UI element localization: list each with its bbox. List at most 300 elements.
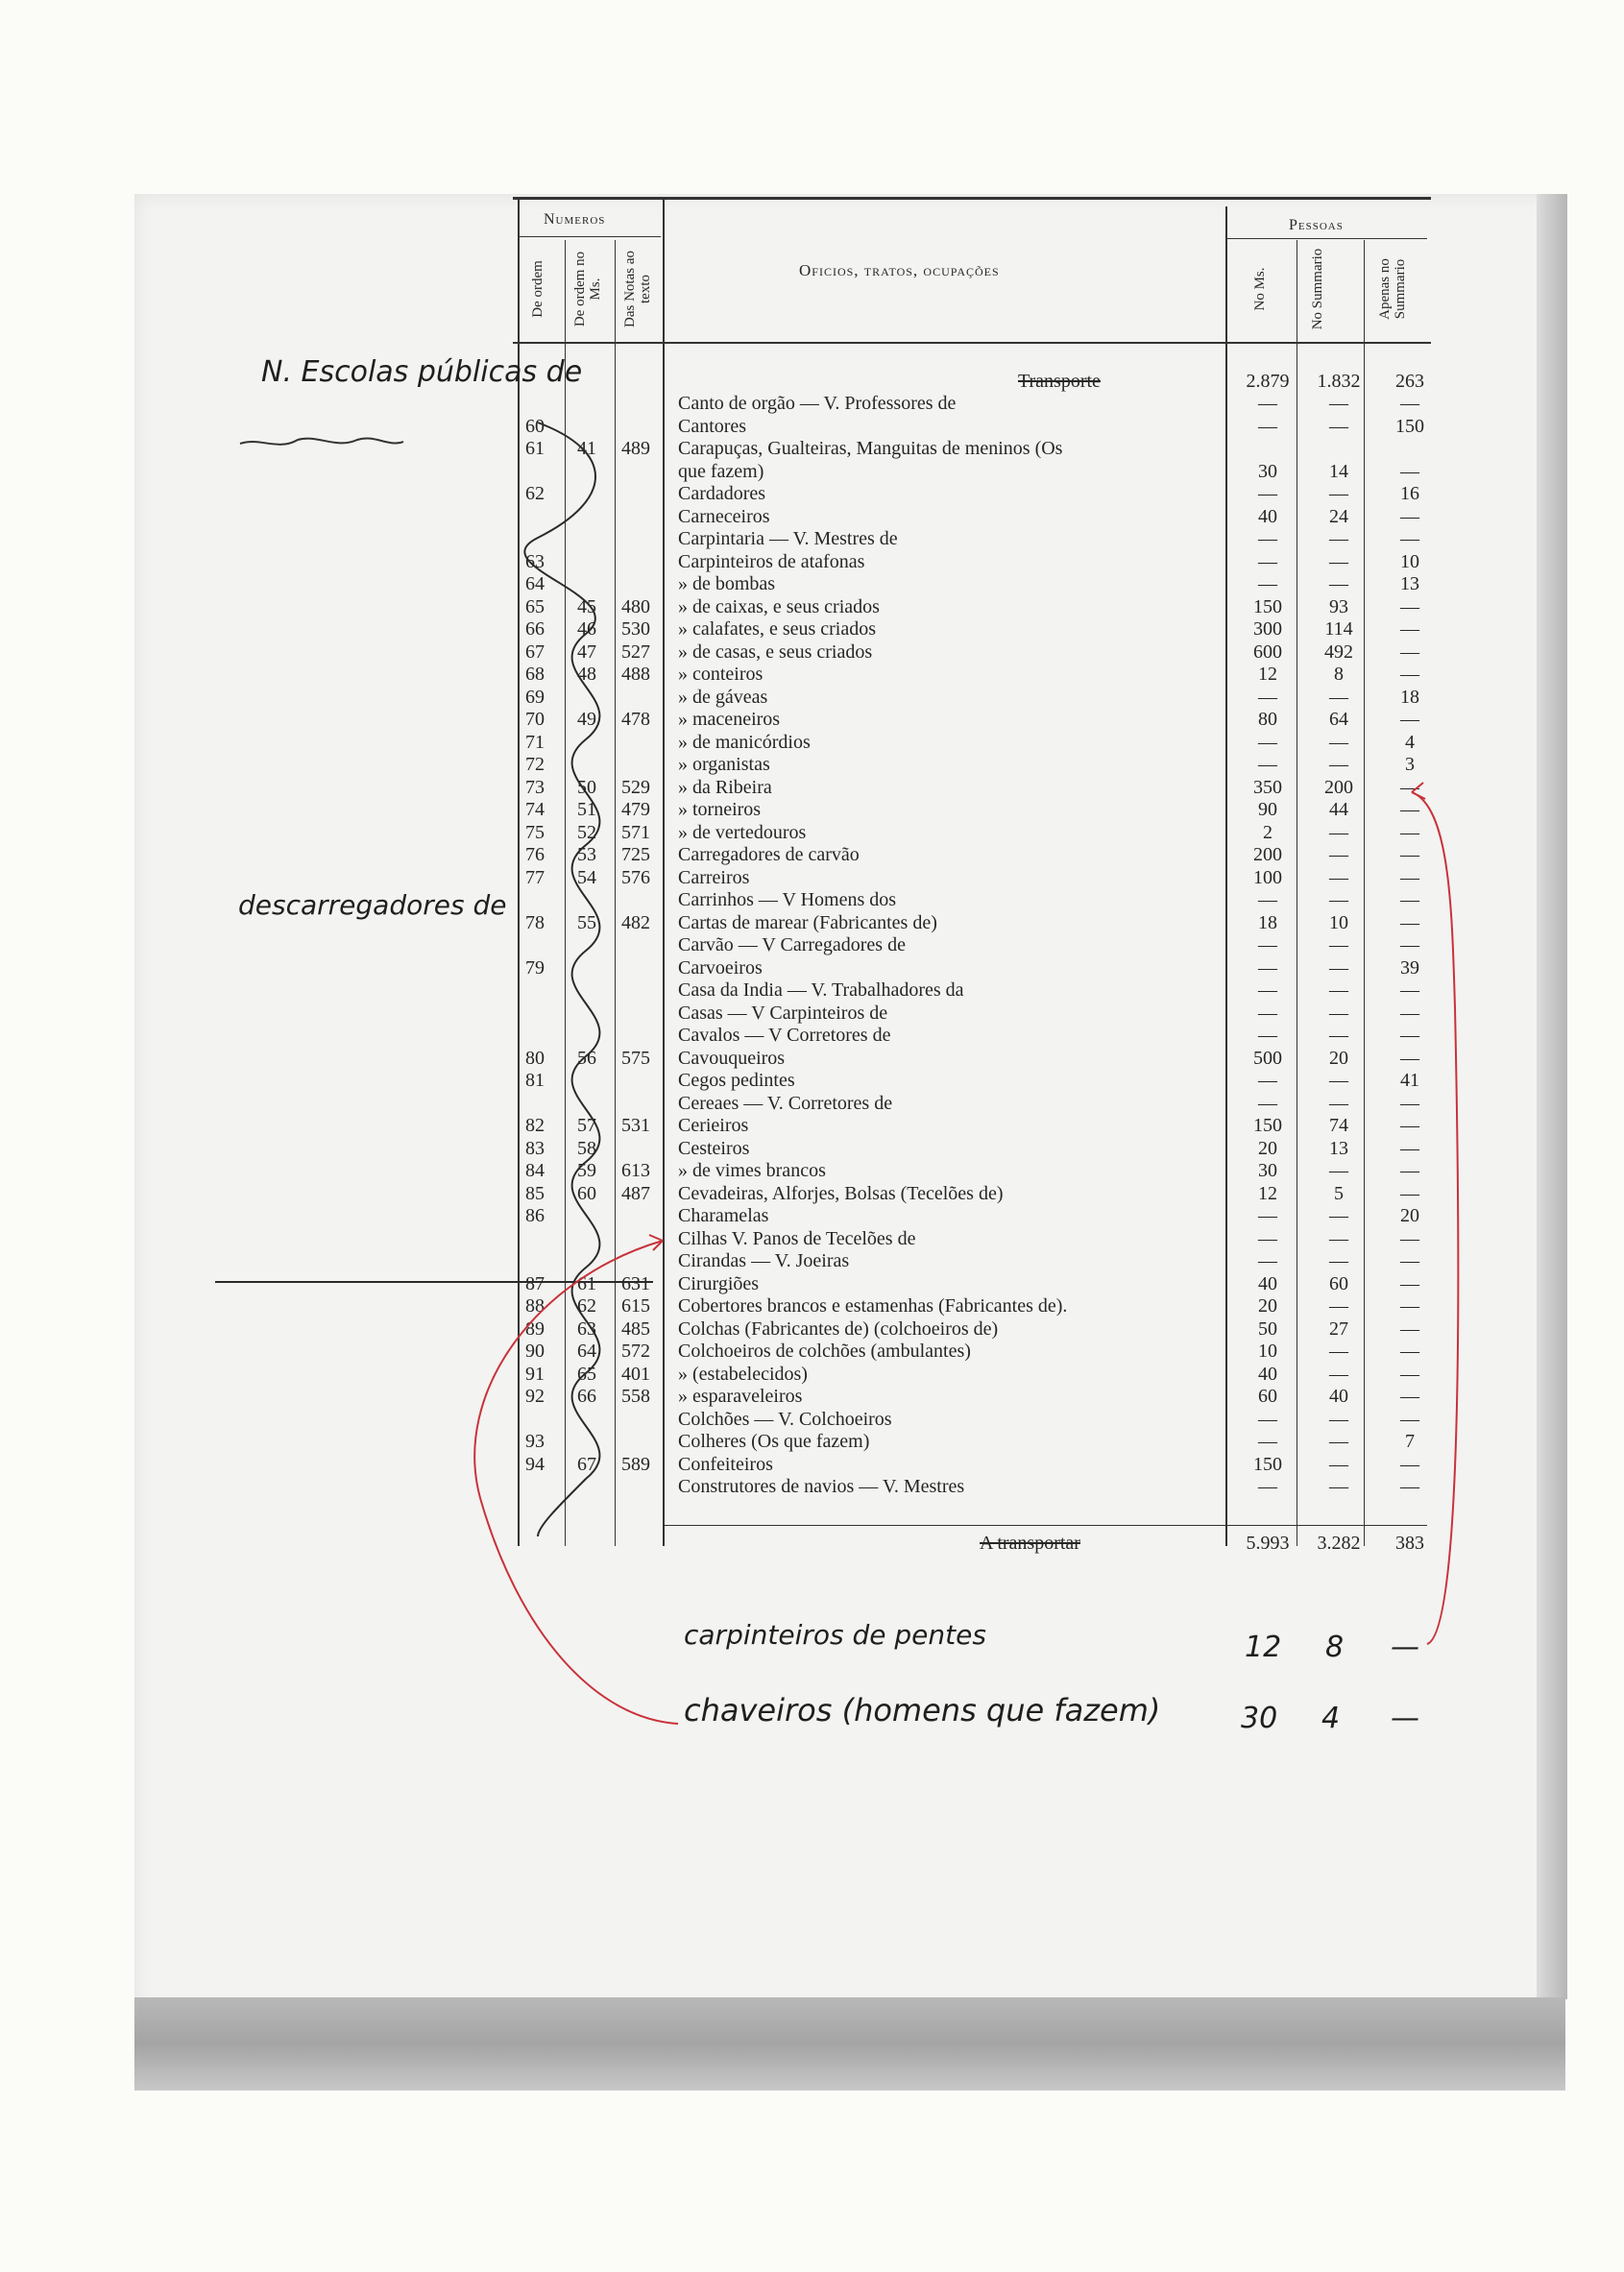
row-no-summario: 20 bbox=[1329, 1047, 1348, 1069]
row-occupation: Colchas (Fabricantes de) (colchoeiros de) bbox=[678, 1317, 999, 1340]
row-no-summario: — bbox=[1329, 754, 1348, 775]
row-no-summario: 10 bbox=[1329, 911, 1348, 933]
table-row bbox=[519, 1250, 1421, 1272]
table-row bbox=[519, 641, 1421, 664]
row-ordem: 71 bbox=[525, 731, 545, 753]
row-ordem: 79 bbox=[525, 956, 545, 979]
row-nota: 480 bbox=[621, 595, 650, 617]
row-no-ms: — bbox=[1258, 573, 1277, 594]
row-no-summario: 5 bbox=[1334, 1182, 1344, 1204]
margin-note-descarregadores: descarregadores de bbox=[238, 889, 507, 921]
row-apenas-summario: — bbox=[1400, 1363, 1419, 1385]
row-ordem: 74 bbox=[525, 799, 545, 820]
row-no-summario: 64 bbox=[1329, 709, 1348, 730]
added-entry-1-name: carpinteiros de pentes bbox=[684, 1619, 986, 1651]
row-apenas-summario: — bbox=[1400, 821, 1419, 843]
table-row bbox=[519, 867, 1421, 889]
transporte-top-label: Transporte bbox=[1018, 371, 1101, 392]
row-apenas-summario: 10 bbox=[1400, 550, 1419, 572]
row-no-ms: 350 bbox=[1253, 776, 1282, 798]
row-ordem-ms: 50 bbox=[577, 776, 596, 798]
row-apenas-summario: 41 bbox=[1400, 1070, 1419, 1091]
row-occupation: Confeiteiros bbox=[678, 1453, 773, 1475]
table-row bbox=[519, 979, 1421, 1002]
row-occupation: » maceneiros bbox=[678, 709, 781, 730]
table-row bbox=[519, 1003, 1421, 1025]
row-occupation: Casas — V Carpinteiros de bbox=[678, 1002, 888, 1024]
row-no-ms: 50 bbox=[1258, 1317, 1277, 1340]
row-no-ms: — bbox=[1258, 889, 1277, 910]
row-no-summario: — bbox=[1329, 956, 1348, 979]
row-ordem-ms: 45 bbox=[577, 595, 596, 617]
table-row bbox=[519, 732, 1421, 754]
row-no-ms: 150 bbox=[1253, 1453, 1282, 1475]
row-no-summario: — bbox=[1329, 686, 1348, 708]
row-ordem-ms: 46 bbox=[577, 618, 596, 640]
row-no-summario: — bbox=[1329, 1070, 1348, 1091]
row-occupation: Construtores de navios — V. Mestres bbox=[678, 1476, 965, 1497]
added-entry-1-p2: 8 bbox=[1325, 1631, 1345, 1664]
row-no-ms: — bbox=[1258, 1002, 1277, 1024]
row-occupation: » de casas, e seus criados bbox=[678, 641, 873, 663]
row-no-ms: — bbox=[1258, 1025, 1277, 1046]
row-no-summario: 492 bbox=[1324, 641, 1353, 663]
row-apenas-summario: 3 bbox=[1405, 754, 1415, 775]
col-no-summario-header: No Summario bbox=[1310, 248, 1325, 330]
table-row bbox=[519, 889, 1421, 911]
row-ordem-ms: 60 bbox=[577, 1182, 596, 1204]
row-ordem: 82 bbox=[525, 1115, 545, 1136]
transporte-top-row bbox=[519, 371, 1424, 393]
row-no-summario: — bbox=[1329, 1250, 1348, 1271]
row-occupation: Carrinhos — V Homens dos bbox=[678, 889, 897, 910]
row-no-summario: — bbox=[1329, 1408, 1348, 1430]
row-occupation: » esparaveleiros bbox=[678, 1386, 803, 1407]
row-occupation: Carapuças, Gualteiras, Manguitas de meninos (Os bbox=[678, 438, 1063, 459]
row-apenas-summario: — bbox=[1400, 1453, 1419, 1475]
row-no-ms: — bbox=[1258, 393, 1277, 414]
row-no-summario: — bbox=[1329, 844, 1348, 865]
table-row bbox=[519, 822, 1421, 844]
row-no-summario: — bbox=[1329, 821, 1348, 843]
sheet-bottom-shadow bbox=[134, 1997, 1565, 2091]
col-no-ms-header: No Ms. bbox=[1252, 267, 1268, 311]
row-apenas-summario: 150 bbox=[1395, 415, 1424, 437]
row-apenas-summario: — bbox=[1400, 1227, 1419, 1249]
row-no-ms: 150 bbox=[1253, 595, 1282, 617]
row-apenas-summario: — bbox=[1400, 1386, 1419, 1407]
row-no-ms: — bbox=[1258, 528, 1277, 549]
row-nota: 576 bbox=[621, 866, 650, 888]
row-no-summario: — bbox=[1329, 528, 1348, 549]
row-apenas-summario: — bbox=[1400, 664, 1419, 685]
row-no-ms: — bbox=[1258, 1476, 1277, 1497]
transporte-top-p3: 263 bbox=[1395, 371, 1424, 392]
table-row bbox=[519, 1048, 1421, 1070]
row-occupation: Cantores bbox=[678, 415, 747, 437]
added-entry-2-p1: 30 bbox=[1241, 1702, 1278, 1735]
row-nota: 589 bbox=[621, 1453, 650, 1475]
row-no-ms: — bbox=[1258, 1408, 1277, 1430]
row-no-summario: 24 bbox=[1329, 505, 1348, 527]
row-no-summario: — bbox=[1329, 1476, 1348, 1497]
added-entry-2-name: chaveiros (homens que fazem) bbox=[684, 1692, 1161, 1728]
numeros-underline bbox=[519, 236, 661, 237]
table-row bbox=[519, 799, 1421, 821]
margin-note-escolas: N. Escolas públicas de bbox=[261, 355, 583, 389]
row-ordem-ms: 58 bbox=[577, 1137, 596, 1159]
table-row bbox=[519, 664, 1421, 686]
row-no-ms: 150 bbox=[1253, 1115, 1282, 1136]
row-ordem: 60 bbox=[525, 415, 545, 437]
row-no-summario: — bbox=[1329, 1092, 1348, 1114]
row-ordem: 78 bbox=[525, 911, 545, 933]
row-no-summario: — bbox=[1329, 1363, 1348, 1385]
row-no-ms: 200 bbox=[1253, 844, 1282, 865]
row-no-ms: — bbox=[1258, 934, 1277, 955]
row-no-summario: 14 bbox=[1329, 460, 1348, 482]
table-row bbox=[519, 1341, 1421, 1363]
row-no-ms: 20 bbox=[1258, 1295, 1277, 1317]
row-occupation: Cevadeiras, Alforjes, Bolsas (Tecelões de) bbox=[678, 1182, 1004, 1204]
row-occupation: » calafates, e seus criados bbox=[678, 618, 877, 640]
row-occupation: Colchões — V. Colchoeiros bbox=[678, 1408, 892, 1430]
row-nota: 575 bbox=[621, 1047, 650, 1069]
table-row bbox=[519, 1138, 1421, 1160]
col-de-ordem-header: De ordem bbox=[530, 260, 545, 318]
row-no-summario: — bbox=[1329, 1453, 1348, 1475]
table-row bbox=[519, 1205, 1421, 1227]
row-ordem: 85 bbox=[525, 1182, 545, 1204]
row-no-ms: — bbox=[1258, 1227, 1277, 1249]
row-occupation: » de bombas bbox=[678, 573, 776, 594]
row-no-ms: 30 bbox=[1258, 460, 1277, 482]
table-row bbox=[519, 1183, 1421, 1205]
row-no-ms: 90 bbox=[1258, 799, 1277, 820]
row-no-summario: 13 bbox=[1329, 1137, 1348, 1159]
row-ordem-ms: 52 bbox=[577, 821, 596, 843]
row-nota: 530 bbox=[621, 618, 650, 640]
row-occupation: Charamelas bbox=[678, 1205, 769, 1226]
row-no-summario: 200 bbox=[1324, 776, 1353, 798]
row-occupation: » de manicórdios bbox=[678, 731, 811, 753]
row-no-ms: — bbox=[1258, 979, 1277, 1001]
table-row bbox=[519, 393, 1421, 415]
row-ordem-ms: 48 bbox=[577, 664, 596, 685]
header-bottom-rule bbox=[513, 342, 1431, 344]
row-nota: 572 bbox=[621, 1341, 650, 1362]
row-ordem: 75 bbox=[525, 821, 545, 843]
row-ordem-ms: 67 bbox=[577, 1453, 596, 1475]
table-row bbox=[519, 1318, 1421, 1341]
transporte-top-p1: 2.879 bbox=[1246, 371, 1290, 392]
row-no-summario: — bbox=[1329, 1341, 1348, 1362]
table-row bbox=[519, 1115, 1421, 1137]
row-ordem: 89 bbox=[525, 1317, 545, 1340]
row-no-ms: 18 bbox=[1258, 911, 1277, 933]
added-entry-2-p2: 4 bbox=[1321, 1702, 1341, 1735]
row-apenas-summario: — bbox=[1400, 1092, 1419, 1114]
row-occupation: Cavouqueiros bbox=[678, 1047, 786, 1069]
table-row bbox=[519, 1295, 1421, 1317]
row-ordem-ms: 51 bbox=[577, 799, 596, 820]
row-apenas-summario: 7 bbox=[1405, 1431, 1415, 1452]
row-occupation: Cegos pedintes bbox=[678, 1070, 795, 1091]
row-no-summario: 93 bbox=[1329, 595, 1348, 617]
row-no-ms: 80 bbox=[1258, 709, 1277, 730]
row-no-summario: — bbox=[1329, 415, 1348, 437]
row-apenas-summario: — bbox=[1400, 1160, 1419, 1181]
table-row bbox=[519, 709, 1421, 731]
table-row bbox=[519, 1409, 1421, 1431]
row-apenas-summario: — bbox=[1400, 889, 1419, 910]
col-de-ordem-ms-header: De ordem no Ms. bbox=[572, 251, 603, 327]
footer-rule bbox=[663, 1525, 1427, 1526]
row-no-ms: 2 bbox=[1263, 821, 1273, 843]
row-no-ms: 40 bbox=[1258, 505, 1277, 527]
row-apenas-summario: — bbox=[1400, 844, 1419, 865]
row-ordem: 80 bbox=[525, 1047, 545, 1069]
row-occupation: » de vertedouros bbox=[678, 821, 807, 843]
row-occupation: Carvão — V Carregadores de bbox=[678, 934, 906, 955]
row-no-summario: 114 bbox=[1324, 618, 1353, 640]
table-row bbox=[519, 483, 1421, 505]
row-apenas-summario: — bbox=[1400, 1115, 1419, 1136]
row-ordem: 66 bbox=[525, 618, 545, 640]
row-occupation: Cartas de marear (Fabricantes de) bbox=[678, 911, 937, 933]
row-occupation: Cilhas V. Panos de Tecelões de bbox=[678, 1227, 916, 1249]
row-apenas-summario: — bbox=[1400, 979, 1419, 1001]
row-ordem: 77 bbox=[525, 866, 545, 888]
row-apenas-summario: 18 bbox=[1400, 686, 1419, 708]
row-ordem: 73 bbox=[525, 776, 545, 798]
row-ordem-ms: 57 bbox=[577, 1115, 596, 1136]
table-row bbox=[519, 1273, 1421, 1295]
row-no-summario: — bbox=[1329, 731, 1348, 753]
row-apenas-summario: — bbox=[1400, 934, 1419, 955]
row-ordem-ms: 49 bbox=[577, 709, 596, 730]
row-no-summario: — bbox=[1329, 1227, 1348, 1249]
row-no-summario: 44 bbox=[1329, 799, 1348, 820]
row-occupation: » organistas bbox=[678, 754, 770, 775]
table-row bbox=[519, 551, 1421, 573]
row-no-ms: 12 bbox=[1258, 664, 1277, 685]
row-ordem: 69 bbox=[525, 686, 545, 708]
row-occupation: Cirurgiões bbox=[678, 1272, 760, 1294]
added-entry-2-p3: — bbox=[1391, 1702, 1419, 1735]
row-apenas-summario: — bbox=[1400, 505, 1419, 527]
row-ordem-ms: 56 bbox=[577, 1047, 596, 1069]
row-apenas-summario: — bbox=[1400, 1002, 1419, 1024]
row-occupation: Canto de orgão — V. Professores de bbox=[678, 393, 957, 414]
row-ordem: 64 bbox=[525, 573, 545, 594]
row-no-summario: 8 bbox=[1334, 664, 1344, 685]
row-apenas-summario: — bbox=[1400, 618, 1419, 640]
row-apenas-summario: — bbox=[1400, 641, 1419, 663]
oficios-header: Oficios, tratos, ocupações bbox=[799, 261, 1000, 279]
row-no-ms: — bbox=[1258, 1070, 1277, 1091]
row-nota: 485 bbox=[621, 1317, 650, 1340]
pessoas-header: Pessoas bbox=[1289, 217, 1344, 233]
row-no-ms: — bbox=[1258, 1250, 1277, 1271]
sheet-right-shadow bbox=[1537, 194, 1567, 1999]
row-ordem: 91 bbox=[525, 1363, 545, 1385]
transporte-bottom-p3: 383 bbox=[1395, 1533, 1424, 1554]
row-apenas-summario: — bbox=[1400, 460, 1419, 482]
row-nota: 725 bbox=[621, 844, 650, 865]
row-ordem: 61 bbox=[525, 438, 545, 459]
row-ordem: 83 bbox=[525, 1137, 545, 1159]
row-no-summario: — bbox=[1329, 483, 1348, 504]
row-occupation: Cirandas — V. Joeiras bbox=[678, 1250, 850, 1271]
row-ordem: 70 bbox=[525, 709, 545, 730]
pessoas-underline bbox=[1225, 238, 1427, 239]
row-occupation: Casa da India — V. Trabalhadores da bbox=[678, 979, 964, 1001]
row-apenas-summario: — bbox=[1400, 1137, 1419, 1159]
row-apenas-summario: 13 bbox=[1400, 573, 1419, 594]
transporte-top-p2: 1.832 bbox=[1317, 371, 1361, 392]
row-occupation: Cesteiros bbox=[678, 1137, 750, 1159]
row-no-summario: — bbox=[1329, 889, 1348, 910]
row-occupation: » de caixas, e seus criados bbox=[678, 595, 880, 617]
row-no-ms: — bbox=[1258, 1205, 1277, 1226]
transporte-bottom-row bbox=[519, 1533, 1424, 1555]
row-nota: 489 bbox=[621, 438, 650, 459]
table-row bbox=[519, 438, 1421, 460]
row-nota: 613 bbox=[621, 1160, 650, 1181]
row-ordem-ms: 63 bbox=[577, 1317, 596, 1340]
row-no-summario: — bbox=[1329, 1295, 1348, 1317]
row-apenas-summario: 4 bbox=[1405, 731, 1415, 753]
row-no-summario: — bbox=[1329, 393, 1348, 414]
row-nota: 401 bbox=[621, 1363, 650, 1385]
row-apenas-summario: — bbox=[1400, 528, 1419, 549]
row-no-ms: 600 bbox=[1253, 641, 1282, 663]
row-apenas-summario: — bbox=[1400, 1295, 1419, 1317]
row-nota: 558 bbox=[621, 1386, 650, 1407]
row-ordem-ms: 47 bbox=[577, 641, 596, 663]
row-no-summario: 74 bbox=[1329, 1115, 1348, 1136]
row-no-ms: 12 bbox=[1258, 1182, 1277, 1204]
table-row bbox=[519, 1386, 1421, 1408]
row-nota: 529 bbox=[621, 776, 650, 798]
table-row bbox=[519, 687, 1421, 709]
row-no-ms: 40 bbox=[1258, 1363, 1277, 1385]
row-apenas-summario: — bbox=[1400, 911, 1419, 933]
row-ordem-ms: 54 bbox=[577, 866, 596, 888]
row-ordem-ms: 55 bbox=[577, 911, 596, 933]
table-row bbox=[519, 1228, 1421, 1250]
row-apenas-summario: 20 bbox=[1400, 1205, 1419, 1226]
row-occupation: Carvoeiros bbox=[678, 956, 763, 979]
table-row bbox=[519, 618, 1421, 641]
row-ordem: 87 bbox=[525, 1272, 545, 1294]
transporte-bottom-label: A transportar bbox=[980, 1533, 1080, 1554]
col-notas-header: Das Notas ao texto bbox=[622, 251, 653, 327]
row-no-summario: — bbox=[1329, 550, 1348, 572]
row-no-ms: — bbox=[1258, 550, 1277, 572]
row-occupation: » de vimes brancos bbox=[678, 1160, 826, 1181]
row-no-ms: 100 bbox=[1253, 866, 1282, 888]
row-ordem: 92 bbox=[525, 1386, 545, 1407]
row-ordem: 90 bbox=[525, 1341, 545, 1362]
row-no-summario: — bbox=[1329, 573, 1348, 594]
row-ordem: 65 bbox=[525, 595, 545, 617]
row-no-ms: — bbox=[1258, 1431, 1277, 1452]
row-occupation: Colchoeiros de colchões (ambulantes) bbox=[678, 1341, 971, 1362]
row-occupation: que fazem) bbox=[678, 460, 764, 482]
row-no-ms: — bbox=[1258, 415, 1277, 437]
row-apenas-summario: — bbox=[1400, 1317, 1419, 1340]
table-row bbox=[519, 754, 1421, 776]
row-apenas-summario: — bbox=[1400, 709, 1419, 730]
table-row bbox=[519, 461, 1421, 483]
row-no-summario: — bbox=[1329, 1160, 1348, 1181]
row-apenas-summario: — bbox=[1400, 595, 1419, 617]
row-no-summario: — bbox=[1329, 1205, 1348, 1226]
row-nota: 615 bbox=[621, 1295, 650, 1317]
row-no-summario: 27 bbox=[1329, 1317, 1348, 1340]
row-nota: 527 bbox=[621, 641, 650, 663]
row-ordem: 76 bbox=[525, 844, 545, 865]
row-no-summario: — bbox=[1329, 1002, 1348, 1024]
row-no-ms: 10 bbox=[1258, 1341, 1277, 1362]
transporte-bottom-p2: 3.282 bbox=[1317, 1533, 1361, 1554]
row-nota: 478 bbox=[621, 709, 650, 730]
added-entry-1-p3: — bbox=[1391, 1631, 1419, 1664]
row-apenas-summario: — bbox=[1400, 1272, 1419, 1294]
added-entry-1-p1: 12 bbox=[1245, 1631, 1282, 1664]
row-no-ms: 500 bbox=[1253, 1047, 1282, 1069]
row-nota: 531 bbox=[621, 1115, 650, 1136]
row-apenas-summario: 39 bbox=[1400, 956, 1419, 979]
row-ordem: 72 bbox=[525, 754, 545, 775]
row-occupation: » de gáveas bbox=[678, 686, 768, 708]
row-apenas-summario: — bbox=[1400, 1408, 1419, 1430]
row-apenas-summario: — bbox=[1400, 776, 1419, 798]
table-row bbox=[519, 573, 1421, 595]
row-occupation: » conteiros bbox=[678, 664, 764, 685]
row-apenas-summario: — bbox=[1400, 393, 1419, 414]
row-occupation: Cobertores brancos e estamenhas (Fabricantes de). bbox=[678, 1295, 1068, 1317]
table-row bbox=[519, 1025, 1421, 1047]
row-no-ms: 300 bbox=[1253, 618, 1282, 640]
table-row bbox=[519, 1476, 1421, 1498]
row-occupation: Colheres (Os que fazem) bbox=[678, 1431, 870, 1452]
transporte-bottom-p1: 5.993 bbox=[1246, 1533, 1290, 1554]
row-nota: 488 bbox=[621, 664, 650, 685]
row-no-ms: 20 bbox=[1258, 1137, 1277, 1159]
row-apenas-summario: 16 bbox=[1400, 483, 1419, 504]
row-no-summario: 40 bbox=[1329, 1386, 1348, 1407]
row-apenas-summario: — bbox=[1400, 1476, 1419, 1497]
row-occupation: » da Ribeira bbox=[678, 776, 772, 798]
row-ordem: 93 bbox=[525, 1431, 545, 1452]
row-no-summario: 60 bbox=[1329, 1272, 1348, 1294]
row-no-summario: — bbox=[1329, 979, 1348, 1001]
row-ordem-ms: 53 bbox=[577, 844, 596, 865]
row-apenas-summario: — bbox=[1400, 1182, 1419, 1204]
row-ordem-ms: 66 bbox=[577, 1386, 596, 1407]
row-occupation: Carreiros bbox=[678, 866, 750, 888]
table-row bbox=[519, 528, 1421, 550]
row-no-ms: — bbox=[1258, 1092, 1277, 1114]
row-no-ms: 40 bbox=[1258, 1272, 1277, 1294]
col-apenas-header: Apenas no Summario bbox=[1377, 258, 1408, 320]
table-row bbox=[519, 934, 1421, 956]
row-ordem: 88 bbox=[525, 1295, 545, 1317]
table-row bbox=[519, 506, 1421, 528]
